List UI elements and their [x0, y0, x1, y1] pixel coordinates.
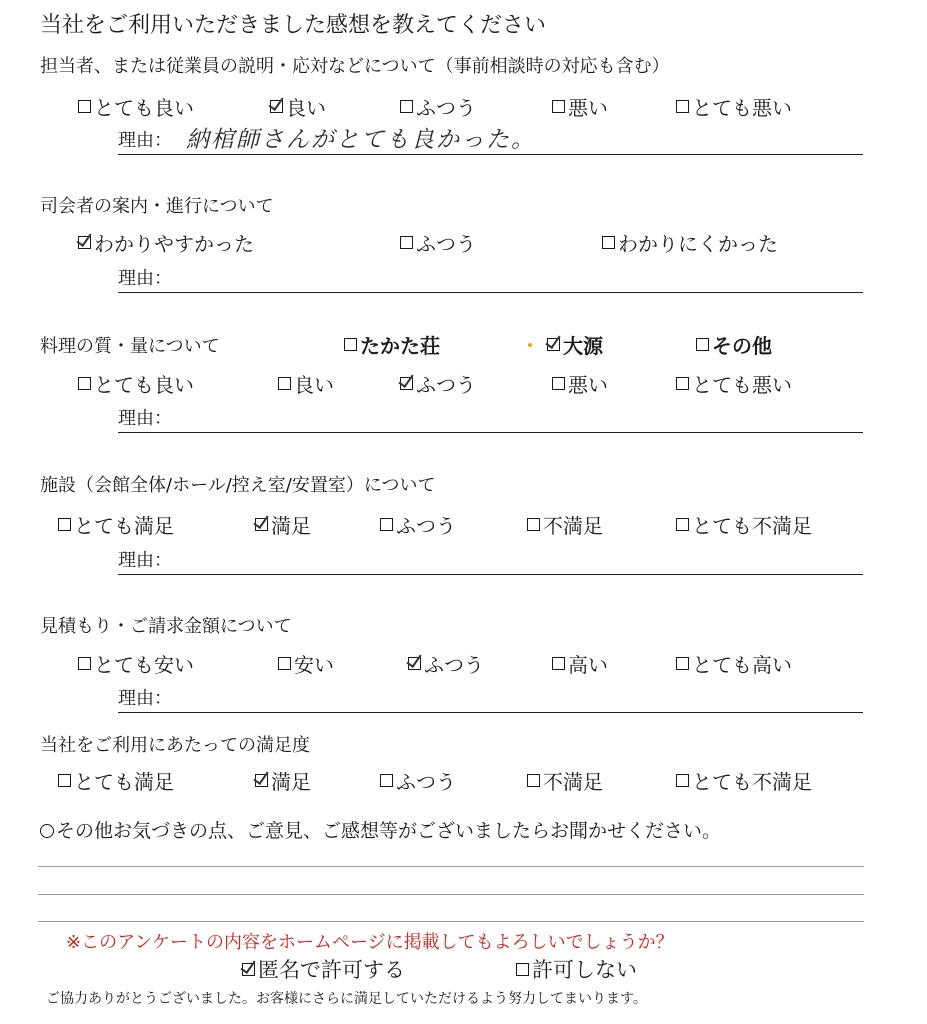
checkbox[interactable]	[552, 100, 565, 113]
reason-label: 理由：	[118, 130, 172, 151]
reason-label: 理由：	[118, 408, 172, 429]
checkbox[interactable]	[270, 100, 283, 113]
checkbox[interactable]	[400, 100, 413, 113]
reason-label: 理由：	[118, 688, 172, 709]
option-overall-very-dissatisfied[interactable]	[676, 766, 812, 795]
checkbox[interactable]	[676, 774, 689, 787]
option-estimate-cheap[interactable]	[278, 649, 334, 678]
checkbox[interactable]	[696, 338, 709, 351]
reason-field-food[interactable]	[118, 406, 863, 433]
option-label: わかりにくかった	[618, 232, 778, 256]
option-label: ふつう	[396, 770, 456, 794]
reason-label: 理由：	[118, 268, 172, 289]
reason-field-estimate[interactable]	[118, 686, 863, 713]
comment-line[interactable]	[38, 921, 864, 922]
option-label: ふつう	[424, 653, 484, 677]
question-facility: 施設（会館全体/ホール/控え室/安置室）について	[40, 475, 436, 496]
option-estimate-normal[interactable]	[408, 649, 484, 678]
option-label: 悪い	[568, 373, 608, 397]
survey-title: 当社をご利用いただきました感想を教えてください	[40, 13, 547, 38]
option-food-very-bad[interactable]	[676, 369, 792, 398]
checkbox[interactable]	[58, 518, 71, 531]
other-comments-text: その他お気づきの点、ご意見、ご感想等がございましたらお聞かせください。	[56, 820, 722, 842]
option-label: 良い	[286, 96, 326, 120]
option-label: 満足	[271, 514, 311, 538]
option-staff-very-good[interactable]	[78, 92, 194, 121]
option-facility-normal[interactable]	[380, 510, 456, 539]
checkbox[interactable]	[547, 338, 560, 351]
publish-notice: ※このアンケートの内容をホームページに掲載してもよろしいでしょうか？	[66, 932, 674, 953]
option-label: とても満足	[74, 770, 174, 794]
venue-label: たかた荘	[360, 334, 440, 358]
option-label: 不満足	[543, 770, 603, 794]
option-label: ふつう	[416, 232, 476, 256]
option-label: 不満足	[543, 514, 603, 538]
option-facility-dissatisfied[interactable]	[527, 510, 603, 539]
checkbox[interactable]	[278, 377, 291, 390]
question-mc: 司会者の案内・進行について	[40, 196, 274, 217]
checkbox[interactable]	[400, 236, 413, 249]
option-label: 満足	[271, 770, 311, 794]
checkbox[interactable]	[255, 518, 268, 531]
checkbox[interactable]	[344, 338, 357, 351]
option-facility-very-satisfied[interactable]	[58, 510, 174, 539]
checkbox[interactable]	[380, 518, 393, 531]
option-staff-very-bad[interactable]	[676, 92, 792, 121]
reason-field-facility[interactable]	[118, 548, 863, 575]
option-food-very-good[interactable]	[78, 369, 194, 398]
checkbox[interactable]	[676, 518, 689, 531]
option-label: 悪い	[568, 96, 608, 120]
checkbox[interactable]	[78, 100, 91, 113]
question-food: 料理の質・量について	[40, 336, 220, 357]
option-label: ふつう	[396, 514, 456, 538]
checkbox[interactable]	[676, 100, 689, 113]
checkbox[interactable]	[552, 377, 565, 390]
checkbox[interactable]	[676, 377, 689, 390]
option-overall-dissatisfied[interactable]	[527, 766, 603, 795]
checkbox[interactable]	[516, 963, 529, 976]
option-food-normal[interactable]	[400, 369, 476, 398]
reason-field-staff[interactable]	[118, 128, 863, 155]
venue-label: その他	[712, 334, 772, 358]
checkbox[interactable]	[676, 657, 689, 670]
option-staff-good[interactable]	[270, 92, 326, 121]
comment-line[interactable]	[38, 866, 864, 867]
reason-label: 理由：	[118, 550, 172, 571]
option-staff-normal[interactable]	[400, 92, 476, 121]
option-label: とても安い	[94, 653, 194, 677]
checkbox[interactable]	[552, 657, 565, 670]
option-label: とても高い	[692, 653, 792, 677]
option-label: 高い	[568, 653, 608, 677]
venue-label: 大源	[563, 334, 603, 358]
checkbox[interactable]	[78, 657, 91, 670]
question-staff: 担当者、または従業員の説明・応対などについて（事前相談時の対応も含む）	[40, 56, 670, 77]
permission-label: 匿名で許可する	[258, 958, 405, 982]
option-label: とても満足	[74, 514, 174, 538]
venue-takata-so[interactable]	[344, 330, 440, 359]
option-label: 良い	[294, 373, 334, 397]
checkbox[interactable]	[78, 377, 91, 390]
permission-anonymous[interactable]	[242, 954, 405, 984]
permission-label: 許可しない	[532, 958, 637, 982]
option-overall-very-satisfied[interactable]	[58, 766, 174, 795]
option-label: とても良い	[94, 96, 194, 120]
option-overall-normal[interactable]	[380, 766, 456, 795]
checkbox[interactable]	[527, 774, 540, 787]
option-estimate-very-expensive[interactable]	[676, 649, 792, 678]
option-staff-bad[interactable]	[552, 92, 608, 121]
reason-field-mc[interactable]	[118, 266, 863, 293]
option-label: ふつう	[416, 96, 476, 120]
option-label: とても良い	[94, 373, 194, 397]
option-label: とても悪い	[692, 96, 792, 120]
option-label: とても悪い	[692, 373, 792, 397]
venue-other[interactable]	[696, 330, 772, 359]
orange-dot	[528, 343, 532, 347]
circle-bullet-icon	[40, 824, 54, 838]
option-label: とても不満足	[692, 514, 812, 538]
checkbox[interactable]	[380, 774, 393, 787]
checkbox[interactable]	[242, 963, 255, 976]
question-estimate: 見積もり・ご請求金額について	[40, 616, 292, 637]
option-estimate-expensive[interactable]	[552, 649, 608, 678]
checkbox[interactable]	[78, 236, 91, 249]
option-mc-unclear[interactable]	[602, 228, 778, 257]
option-label: わかりやすかった	[94, 232, 254, 256]
handwritten-reason: 納棺師さんがとても良かった。	[186, 127, 536, 153]
footer-thanks: ご協力ありがとうございました。お客様にさらに満足していただけるよう努力してまいります。	[46, 991, 647, 1007]
checkbox[interactable]	[408, 657, 421, 670]
option-label: ふつう	[416, 373, 476, 397]
checkbox[interactable]	[278, 657, 291, 670]
option-mc-normal[interactable]	[400, 228, 476, 257]
comment-line[interactable]	[38, 894, 864, 895]
option-facility-satisfied[interactable]	[255, 510, 311, 539]
checkbox[interactable]	[602, 236, 615, 249]
option-facility-very-dissatisfied[interactable]	[676, 510, 812, 539]
checkbox[interactable]	[255, 774, 268, 787]
checkbox[interactable]	[400, 377, 413, 390]
option-food-good[interactable]	[278, 369, 334, 398]
checkbox[interactable]	[527, 518, 540, 531]
question-overall: 当社をご利用にあたっての満足度	[40, 735, 310, 756]
venue-daigen[interactable]	[547, 330, 603, 359]
option-label: 安い	[294, 653, 334, 677]
option-food-bad[interactable]	[552, 369, 608, 398]
permission-deny[interactable]	[516, 954, 637, 984]
checkbox[interactable]	[58, 774, 71, 787]
option-mc-clear[interactable]	[78, 228, 254, 257]
option-estimate-very-cheap[interactable]	[78, 649, 194, 678]
option-overall-satisfied[interactable]	[255, 766, 311, 795]
other-comments-prompt	[40, 816, 721, 843]
option-label: とても不満足	[692, 770, 812, 794]
